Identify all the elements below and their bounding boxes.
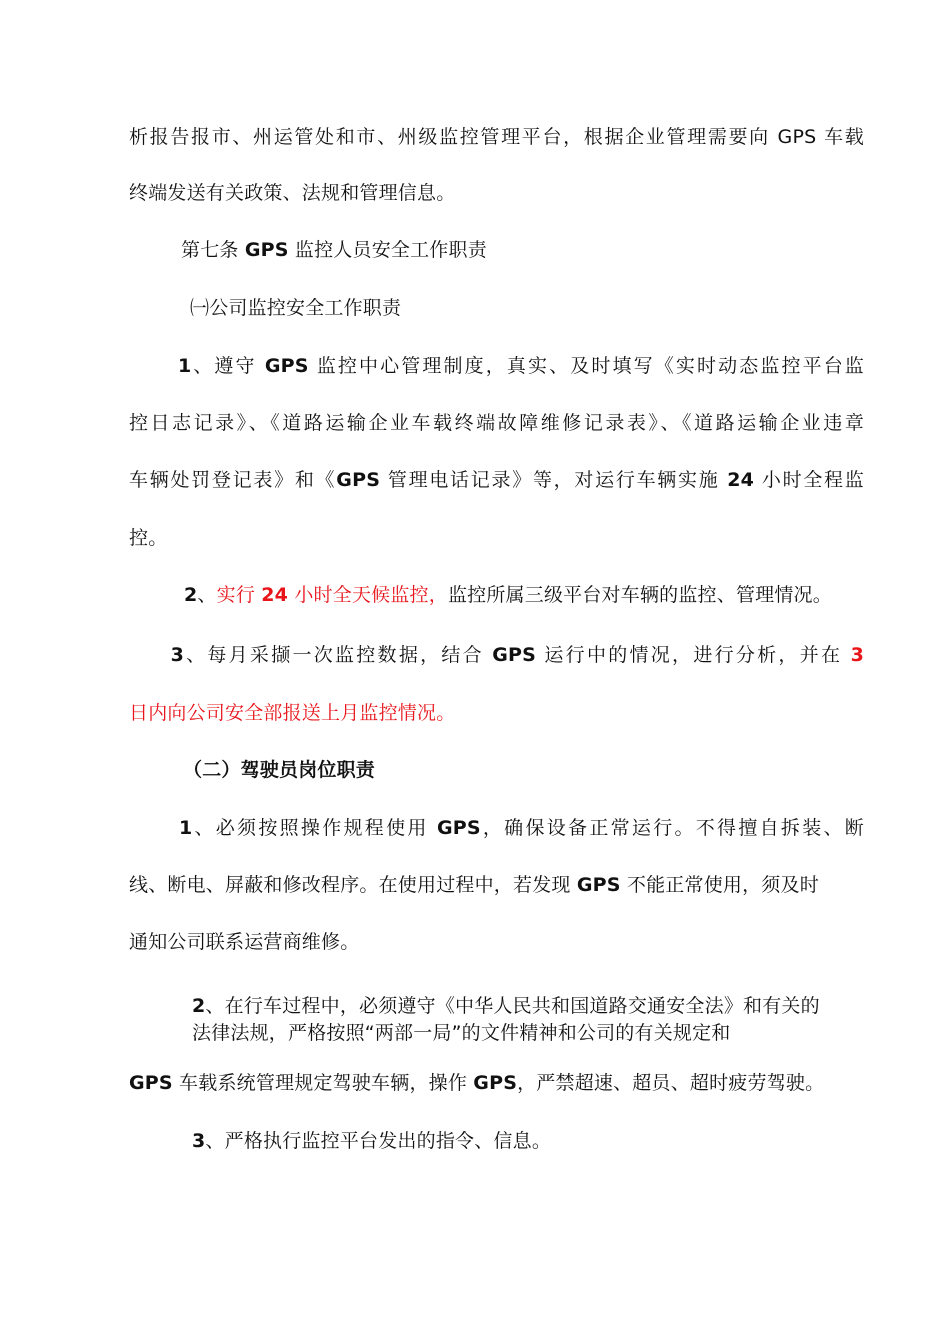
item-number: 2 <box>192 995 206 1017</box>
article-heading <box>181 238 487 262</box>
text: 、 <box>197 584 217 606</box>
section-title <box>190 296 401 320</box>
text <box>129 817 864 839</box>
highlighted-text: 3 <box>850 644 864 666</box>
text: 不能正常使用，须及时 <box>620 874 819 896</box>
text: 运行中的情况，进行分析，并在 <box>536 644 851 666</box>
text <box>129 644 864 666</box>
item-number: 3 <box>192 1130 206 1152</box>
text: GPS <box>336 469 381 491</box>
text: 、遵守 <box>191 355 265 377</box>
item-number: 1 <box>178 817 193 839</box>
text: GPS <box>436 817 481 839</box>
list-item-line <box>129 701 864 725</box>
list-item-line <box>129 411 864 435</box>
highlighted-text <box>217 584 448 606</box>
text: 车辆处罚登记表》和《 <box>129 469 337 491</box>
text: 、在行车过程中，必须遵守《中华人民共和国道路交通安全法》和有关的 <box>205 995 820 1017</box>
list-item-line <box>192 994 820 1018</box>
text: 监控人员安全工作职责 <box>288 239 487 261</box>
list-item-line <box>129 643 864 667</box>
text: GPS <box>492 644 537 666</box>
text: 监控中心管理制度，真实、及时填写《实时动态监控平台监 <box>308 355 865 377</box>
paragraph-line <box>129 125 864 149</box>
list-item-line <box>129 1071 864 1095</box>
text: 线、断电、屏蔽和修改程序。在使用过程中，若发现 <box>129 874 577 896</box>
list-item-line <box>129 816 864 840</box>
list-item-line <box>129 526 864 550</box>
text: 24 <box>261 584 289 606</box>
text <box>129 355 864 377</box>
text: 监控所属三级平台对车辆的监控、管理情况。 <box>447 584 832 606</box>
text: GPS <box>264 355 309 377</box>
paragraph-line <box>129 181 864 205</box>
text: 小时全程监 <box>754 469 864 491</box>
text: 法律法规，严格按照“两部一局”的文件精神和公司的有关规定和 <box>192 1022 731 1044</box>
text: 析报告报市、州运管处和市、州级监控管理平台，根据企业管理需要向 GPS 车载 <box>129 126 864 148</box>
text: GPS <box>129 1072 173 1094</box>
text: 实行 <box>216 584 262 606</box>
text: 24 <box>727 469 755 491</box>
list-item-line <box>129 873 854 897</box>
text: GPS <box>576 874 621 896</box>
text: 、必须按照操作规程使用 <box>192 817 437 839</box>
text: 通知公司联系运营商维修。 <box>129 931 360 953</box>
section-title <box>183 758 375 782</box>
item-number: 2 <box>184 584 198 606</box>
item-number: 3 <box>170 644 184 666</box>
text: 小时全天候监控， <box>288 584 448 606</box>
text: ㈠公司监控安全工作职责 <box>190 297 402 319</box>
text: 车载系统管理规定驾驶车辆，操作 <box>172 1072 474 1094</box>
text: GPS <box>244 239 289 261</box>
text: 、每月采撷一次监控数据，结合 <box>184 644 493 666</box>
highlighted-text: 日内向公司安全部报送上月监控情况。 <box>129 702 456 724</box>
text <box>129 469 864 491</box>
text: 管理电话记录》等，对运行车辆实施 <box>380 469 728 491</box>
list-item-line <box>129 354 864 378</box>
text: ，严禁超速、超员、超时疲劳驾驶。 <box>517 1072 825 1094</box>
text: 第七条 <box>181 239 245 261</box>
text: GPS <box>473 1072 518 1094</box>
list-item-line <box>184 583 832 607</box>
text: （二）驾驶员岗位职责 <box>183 759 376 781</box>
list-item-line <box>129 930 864 954</box>
text: 、严格执行监控平台发出的指令、信息。 <box>205 1130 552 1152</box>
list-item-line <box>192 1129 551 1153</box>
item-number: 1 <box>177 355 192 377</box>
text: 控日志记录》、《道路运输企业车载终端故障维修记录表》、《道路运输企业违章 <box>129 412 864 434</box>
text: 控。 <box>129 527 168 549</box>
text: 终端发送有关政策、法规和管理信息。 <box>129 182 456 204</box>
list-item-line <box>129 468 864 492</box>
text: ，确保设备正常运行。不得擅自拆装、断 <box>480 817 864 839</box>
list-item-line <box>192 1021 731 1045</box>
